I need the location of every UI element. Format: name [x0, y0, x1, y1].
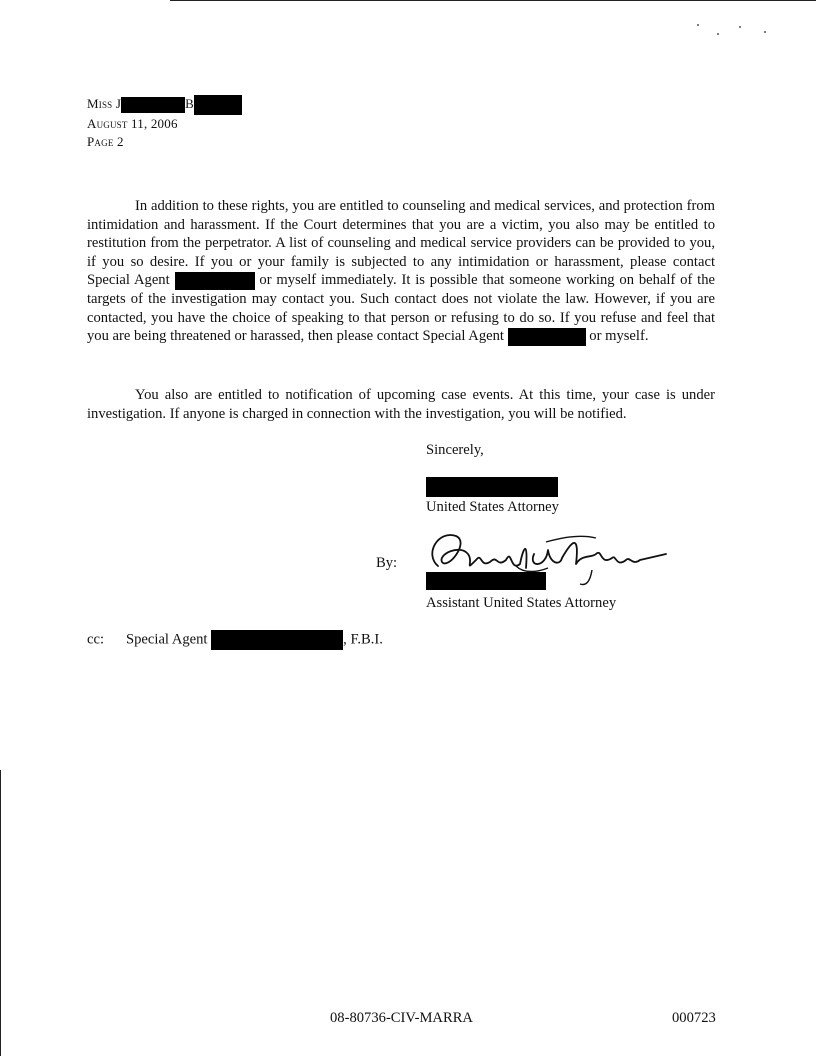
- body-paragraph-2: [87, 386, 715, 423]
- redaction-block: [426, 572, 546, 590]
- title-assistant-us-attorney: Assistant United States Attorney: [426, 595, 617, 611]
- bates-number: 000723: [672, 1010, 716, 1026]
- body-paragraph-1: [87, 197, 715, 346]
- cc-label: cc:: [87, 631, 105, 648]
- page-number: Page 2: [87, 134, 124, 150]
- redaction-block: [121, 97, 185, 113]
- paragraph-text: or myself immediately. It is possible that someone working on behalf of the targets of the investigation may contact you. Such contact does not violate the law. However, if you are contacted, you have the choice of speaking to that person or refusing to do so. If you refuse and feel that you are being threatened or harassed, then please contact Special Agent: [87, 272, 716, 345]
- recipient-prefix: Miss J: [87, 96, 122, 111]
- redaction-block: [194, 95, 242, 115]
- case-number: 08-80736-CIV-MARRA: [330, 1010, 473, 1026]
- cc-line: [87, 630, 383, 650]
- scan-edge-left: [0, 770, 1, 1056]
- paragraph-text: You also are entitled to notification of upcoming case events. At this time, your case is under investigation. If anyone is charged in connection with the investigation, you will be notified.: [87, 387, 715, 422]
- title-us-attorney: United States Attorney: [426, 499, 559, 515]
- recipient-mid: B: [185, 96, 194, 111]
- scan-speck: [764, 31, 766, 33]
- cc-suffix: , F.B.I.: [343, 631, 383, 648]
- paragraph-text: or myself.: [589, 328, 649, 345]
- paragraph-text: In addition to these rights, you are entitled to counseling and medical services, and protection from intimidation and harassment. If the Court determines that you are a victim, you also may be entitled to restitution from the perpetrator. A list of counseling and medical service providers can be provided to you, if you so desire. If you or your family is subjected to any intimidation or harassment, please contact Special Agent: [87, 198, 715, 289]
- letter-date: August 11, 2006: [87, 116, 178, 132]
- redaction-block: [508, 328, 586, 346]
- scan-edge-top: [170, 0, 816, 1]
- by-label: By:: [376, 555, 398, 571]
- scan-speck: [697, 24, 699, 26]
- scan-speck: [739, 26, 741, 28]
- salutation: Sincerely,: [426, 442, 484, 458]
- redaction-block: [426, 477, 558, 497]
- redaction-block: [175, 272, 255, 290]
- recipient-line: [87, 95, 242, 115]
- scan-speck: [717, 33, 719, 35]
- redaction-block: [211, 630, 343, 650]
- letter-header: [87, 95, 242, 151]
- cc-prefix: Special Agent: [126, 631, 208, 648]
